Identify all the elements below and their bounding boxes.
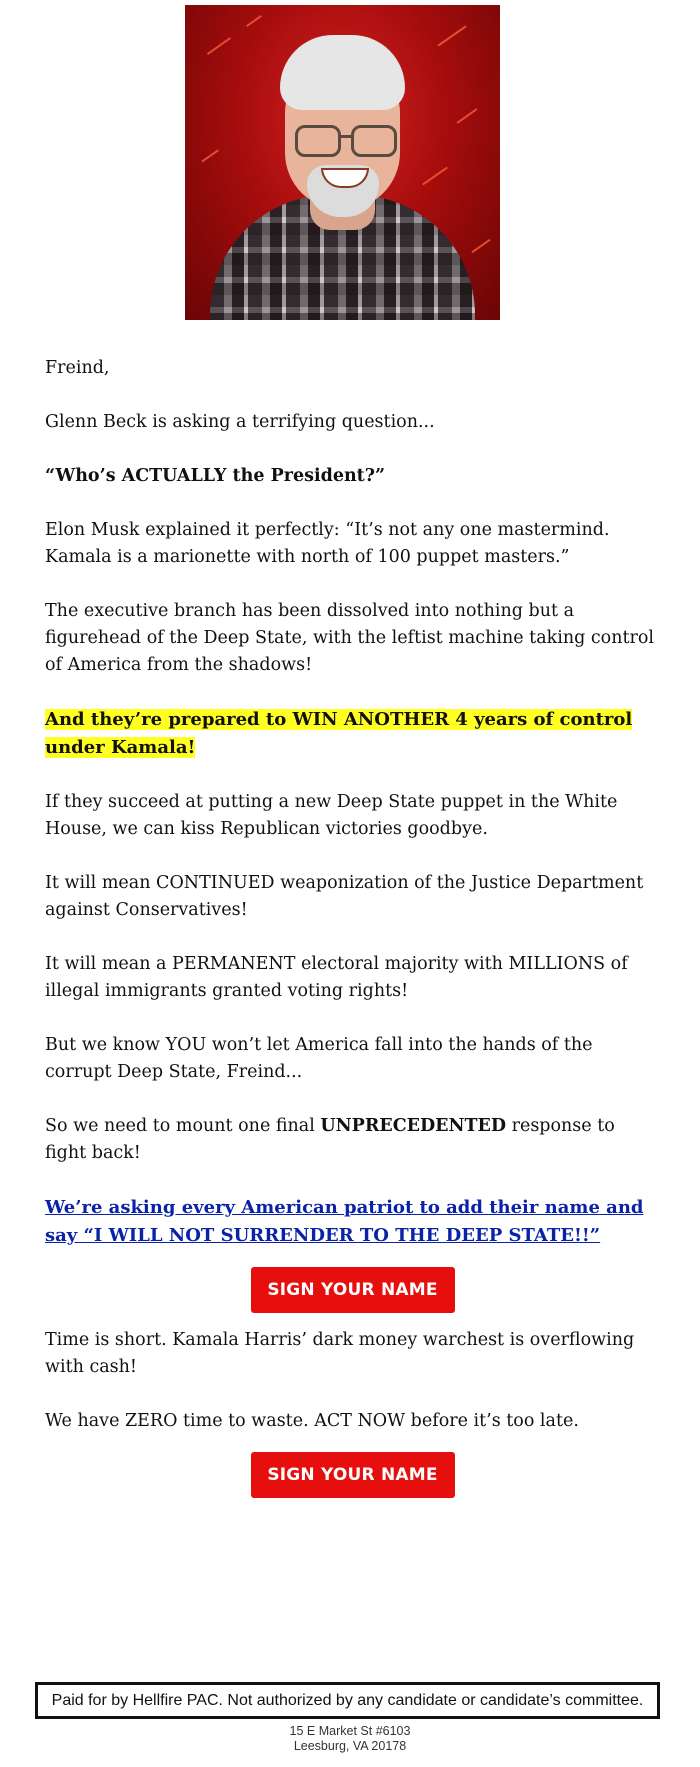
p9-after: response to fight back!	[45, 1116, 615, 1163]
sign-your-name-button[interactable]: SIGN YOUR NAME	[251, 1267, 455, 1313]
mailing-address	[0, 1724, 700, 1754]
address-line-2: Leesburg, VA 20178	[293, 1739, 407, 1753]
paragraph-electoral: It will mean a PERMANENT electoral majority with MILLIONS of illegal immigrants granted voting rights!	[45, 954, 628, 1001]
paragraph-puppet: If they succeed at putting a new Deep State puppet in the White House, we can kiss Republican victories goodbye.	[45, 792, 618, 839]
cta-link[interactable]: We’re asking every American patriot to add their name and say “I WILL NOT SURRENDER TO THE DEEP STATE!!”	[45, 1197, 644, 1246]
button-row-1	[45, 1267, 660, 1313]
paragraph-musk-quote: Elon Musk explained it perfectly: “It’s not any one mastermind. Kamala is a marionette with north of 100 puppet masters.”	[45, 520, 610, 567]
hero-photo	[185, 5, 500, 320]
paragraph-unprecedented	[45, 1113, 660, 1167]
paragraph-question-intro: Glenn Beck is asking a terrifying question...	[45, 412, 435, 432]
sign-your-name-button-2[interactable]: SIGN YOUR NAME	[251, 1452, 455, 1498]
address-line-1: 15 E Market St #6103	[289, 1724, 411, 1738]
paragraph-weaponization: It will mean CONTINUED weaponization of the Justice Department against Conservatives!	[45, 873, 644, 920]
highlighted-text: And they’re prepared to WIN ANOTHER 4 years of control under Kamala!	[45, 709, 633, 758]
p9-bold: UNPRECEDENTED	[320, 1116, 507, 1136]
p9-before: So we need to mount one final	[45, 1116, 321, 1136]
paragraph-corrupt: But we know YOU won’t let America fall into the hands of the corrupt Deep State, Freind...	[45, 1035, 593, 1082]
paragraph-time-short: Time is short. Kamala Harris’ dark money warchest is overflowing with cash!	[45, 1330, 635, 1377]
paragraph-executive-branch: The executive branch has been dissolved into nothing but a figurehead of the Deep State, with the leftist machine taking control of America from the shadows!	[45, 601, 654, 675]
button-row-2	[45, 1452, 660, 1498]
greeting: Freind,	[45, 358, 110, 378]
question-text: “Who’s ACTUALLY the President?”	[45, 466, 386, 486]
paragraph-question	[45, 463, 660, 490]
paragraph-highlight	[45, 706, 660, 762]
paragraph-cta-link	[45, 1194, 660, 1250]
paragraph-zero-time: We have ZERO time to waste. ACT NOW before it’s too late.	[45, 1411, 579, 1431]
email-body	[45, 355, 660, 1512]
paid-for-disclaimer: Paid for by Hellfire PAC. Not authorized by any candidate or candidate’s committee.	[35, 1682, 660, 1719]
